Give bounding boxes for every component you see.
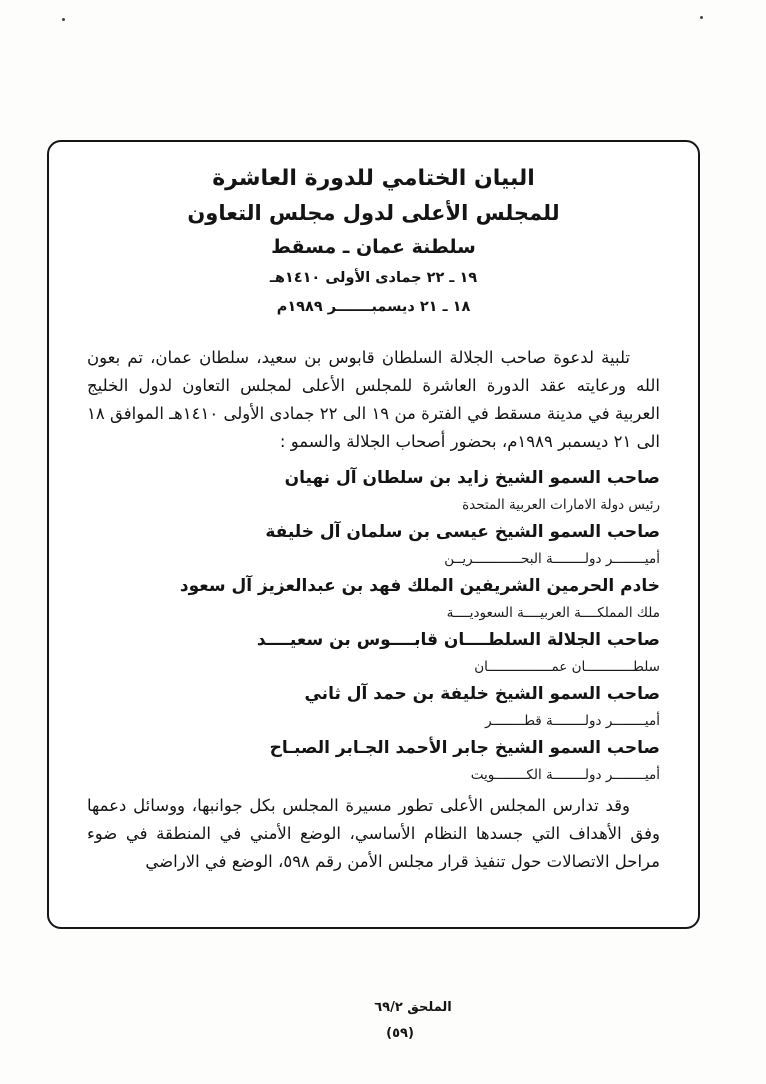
dignitary-entry [87, 518, 660, 572]
document-border-frame [47, 140, 700, 929]
dignitary-role: أميــــــــر دولــــــــة قطــــــــر [485, 713, 660, 729]
dignitary-name: صاحب السمو الشيخ زايد بن سلطان آل نهيان [284, 468, 660, 488]
dignitary-role: رئيس دولة الامارات العربية المتحدة [462, 497, 660, 513]
dignitary-role: أميــــــــر دولــــــــة البحــــــــــــريــن [444, 551, 660, 567]
dignitary-name: صاحب السمو الشيخ جابر الأحمد الجـابر الصبـاح [269, 738, 660, 758]
title-block [87, 164, 660, 320]
dignitary-name: صاحب الجلالة السلطــــان قابــــوس بن سعيــــد [256, 630, 660, 650]
dignitary-role: ملك المملكــــة العربيــــة السعوديــــة [446, 605, 660, 621]
footer-attachment [0, 1000, 766, 1015]
dignitary-entry [87, 734, 660, 788]
hijri-date-line: ١٩ ـ ٢٢ جمادى الأولى ١٤١٠هـ [269, 270, 478, 286]
document-title-line-1: البيان الختامي للدورة العاشرة [212, 166, 535, 191]
dignitary-name: صاحب السمو الشيخ عيسى بن سلمان آل خليفة [265, 522, 660, 542]
scan-artifact-dot [700, 16, 703, 19]
dignitary-entry [87, 464, 660, 518]
dignitary-entry [87, 572, 660, 626]
scan-artifact-dot [62, 18, 65, 21]
dignitary-name: صاحب السمو الشيخ خليفة بن حمد آل ثاني [304, 684, 660, 704]
document-title-line-3: سلطنة عمان ـ مسقط [271, 236, 476, 258]
dignitary-entry [87, 626, 660, 680]
dignitary-entry [87, 680, 660, 734]
dignitary-role: سلطــــــــــــان عمــــــــــــــــان [474, 659, 660, 675]
dignitary-role: أميــــــــر دولــــــــة الكــــــــويت [470, 767, 660, 783]
footer-page-number [0, 1026, 766, 1041]
document-title-line-2: للمجلس الأعلى لدول مجلس التعاون [187, 201, 560, 225]
closing-paragraph: وقد تدارس المجلس الأعلى تطور مسيرة المجلس بكل جوانبها، ووسائل دعمها وفق الأهداف التي جسدها النظام الأساسي، الوضع الأمني في المنطقة في ضوء مراحل الاتصالات حول تنفيذ قرار مجلس الأمن رقم ٥٩٨، الوضع في الاراضي [87, 796, 660, 871]
footer-page-number-label: (٥٩) [386, 1026, 414, 1041]
footer-attachment-label: الملحق ٦٩/٢ [374, 1000, 452, 1015]
intro-paragraph: تلبية لدعوة صاحب الجلالة السلطان قابوس بن سعيد، سلطان عمان، تم بعون الله ورعايته عقد الدورة العاشرة للمجلس الأعلى لمجلس التعاون لدول الخليج العربية في مدينة مسقط في الفترة من ١٩ الى ٢٢ جمادى الأولى ١٤١٠هـ الموافق ١٨ الى ٢١ ديسمبر ١٩٨٩م، بحضور أصحاب الجلالة والسمو : [87, 348, 661, 451]
dignitary-name: خادم الحرمين الشريفين الملك فهد بن عبدالعزيز آل سعود [179, 576, 660, 596]
dignitaries-list [87, 464, 660, 788]
gregorian-date-line: ١٨ ـ ٢١ ديسمبـــــــر ١٩٨٩م [276, 299, 471, 315]
